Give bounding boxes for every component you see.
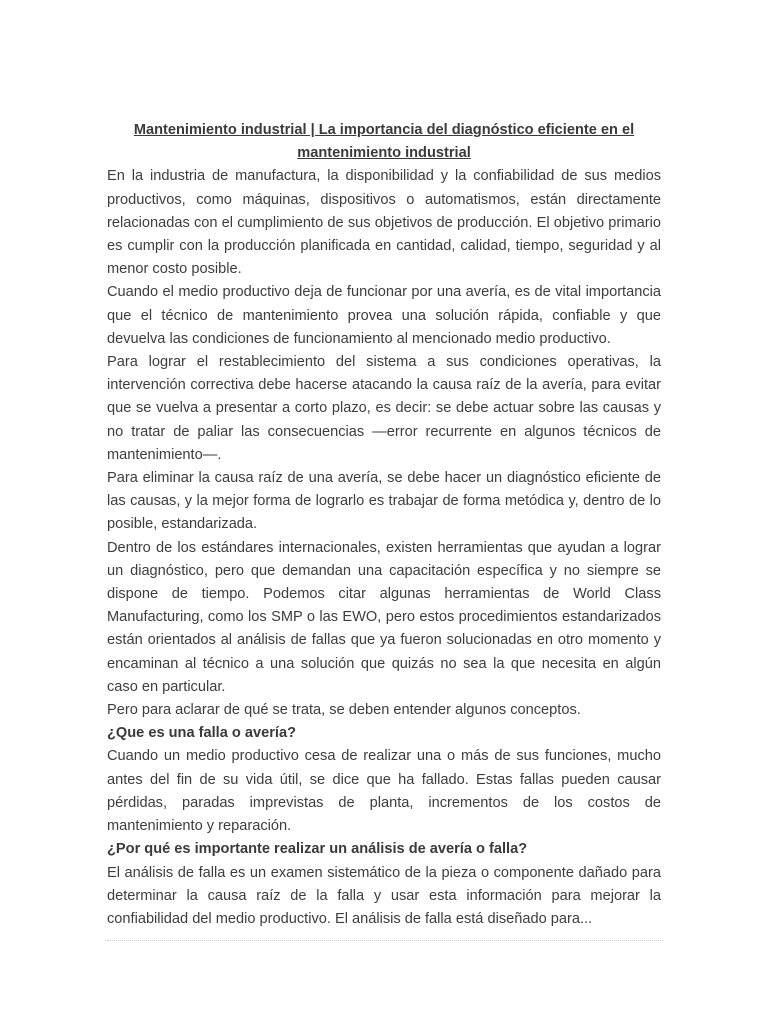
page-divider xyxy=(107,940,663,941)
document-title: Mantenimiento industrial | La importancia del diagnóstico eficiente en el mantenimiento industrial xyxy=(133,122,635,162)
paragraph: Pero para aclarar de qué se trata, se deben entender algunos conceptos. xyxy=(107,702,581,719)
paragraph: En la industria de manufactura, la disponibilidad y la confiabilidad de sus medios productivos, como máquinas, dispositivos o automatismos, están directamente relacionadas con el cumplimiento de sus objetivos de producción. El objetivo primario es cumplir con la producción planificada en cantidad, calidad, tiempo, seguridad y al menor costo posible. xyxy=(107,168,661,278)
paragraph: Dentro de los estándares internacionales, existen herramientas que ayudan a lograr un diagnóstico, pero que demandan una capacitación específica y no siempre se dispone de tiempo. Podemos citar algunas herramientas de World Class Manufacturing, como los SMP o las EWO, pero estos procedimientos estandarizados están orientados al análisis de fallas que ya fueron solucionadas en otro momento y encaminan al técnico a una solución que quizás no sea la que necesita en algún caso en particular. xyxy=(107,539,661,695)
section-heading-falla: ¿Que es una falla o avería? xyxy=(107,725,296,742)
paragraph: Para eliminar la causa raíz de una avería, se debe hacer un diagnóstico eficiente de las causas, y la mejor forma de lograrlo es trabajar de forma metódica y, dentro de lo posible, estandarizada. xyxy=(107,470,661,533)
section-heading-analisis: ¿Por qué es importante realizar un análisis de avería o falla? xyxy=(107,841,528,858)
document-body xyxy=(107,119,661,931)
paragraph: Cuando el medio productivo deja de funcionar por una avería, es de vital importancia que el técnico de mantenimiento provea una solución rápida, confiable y que devuelva las condiciones de funcionamiento al mencionado medio productivo. xyxy=(107,284,661,347)
section-text-analisis: El análisis de falla es un examen sistemático de la pieza o componente dañado para determinar la causa raíz de la falla y usar esta información para mejorar la confiabilidad del medio productivo. El análisis de falla está diseñado para... xyxy=(107,864,661,927)
section-text-falla: Cuando un medio productivo cesa de realizar una o más de sus funciones, mucho antes del fin de su vida útil, se dice que ha fallado. Estas fallas pueden causar pérdidas, paradas imprevistas de planta, incrementos de los costos de mantenimiento y reparación. xyxy=(107,748,661,835)
paragraph: Para lograr el restablecimiento del sistema a sus condiciones operativas, la intervención correctiva debe hacerse atacando la causa raíz de la avería, para evitar que se vuelva a presentar a corto plazo, es decir: se debe actuar sobre las causas y no tratar de paliar las consecuencias —error recurrente en algunos técnicos de mantenimiento—. xyxy=(107,354,661,463)
